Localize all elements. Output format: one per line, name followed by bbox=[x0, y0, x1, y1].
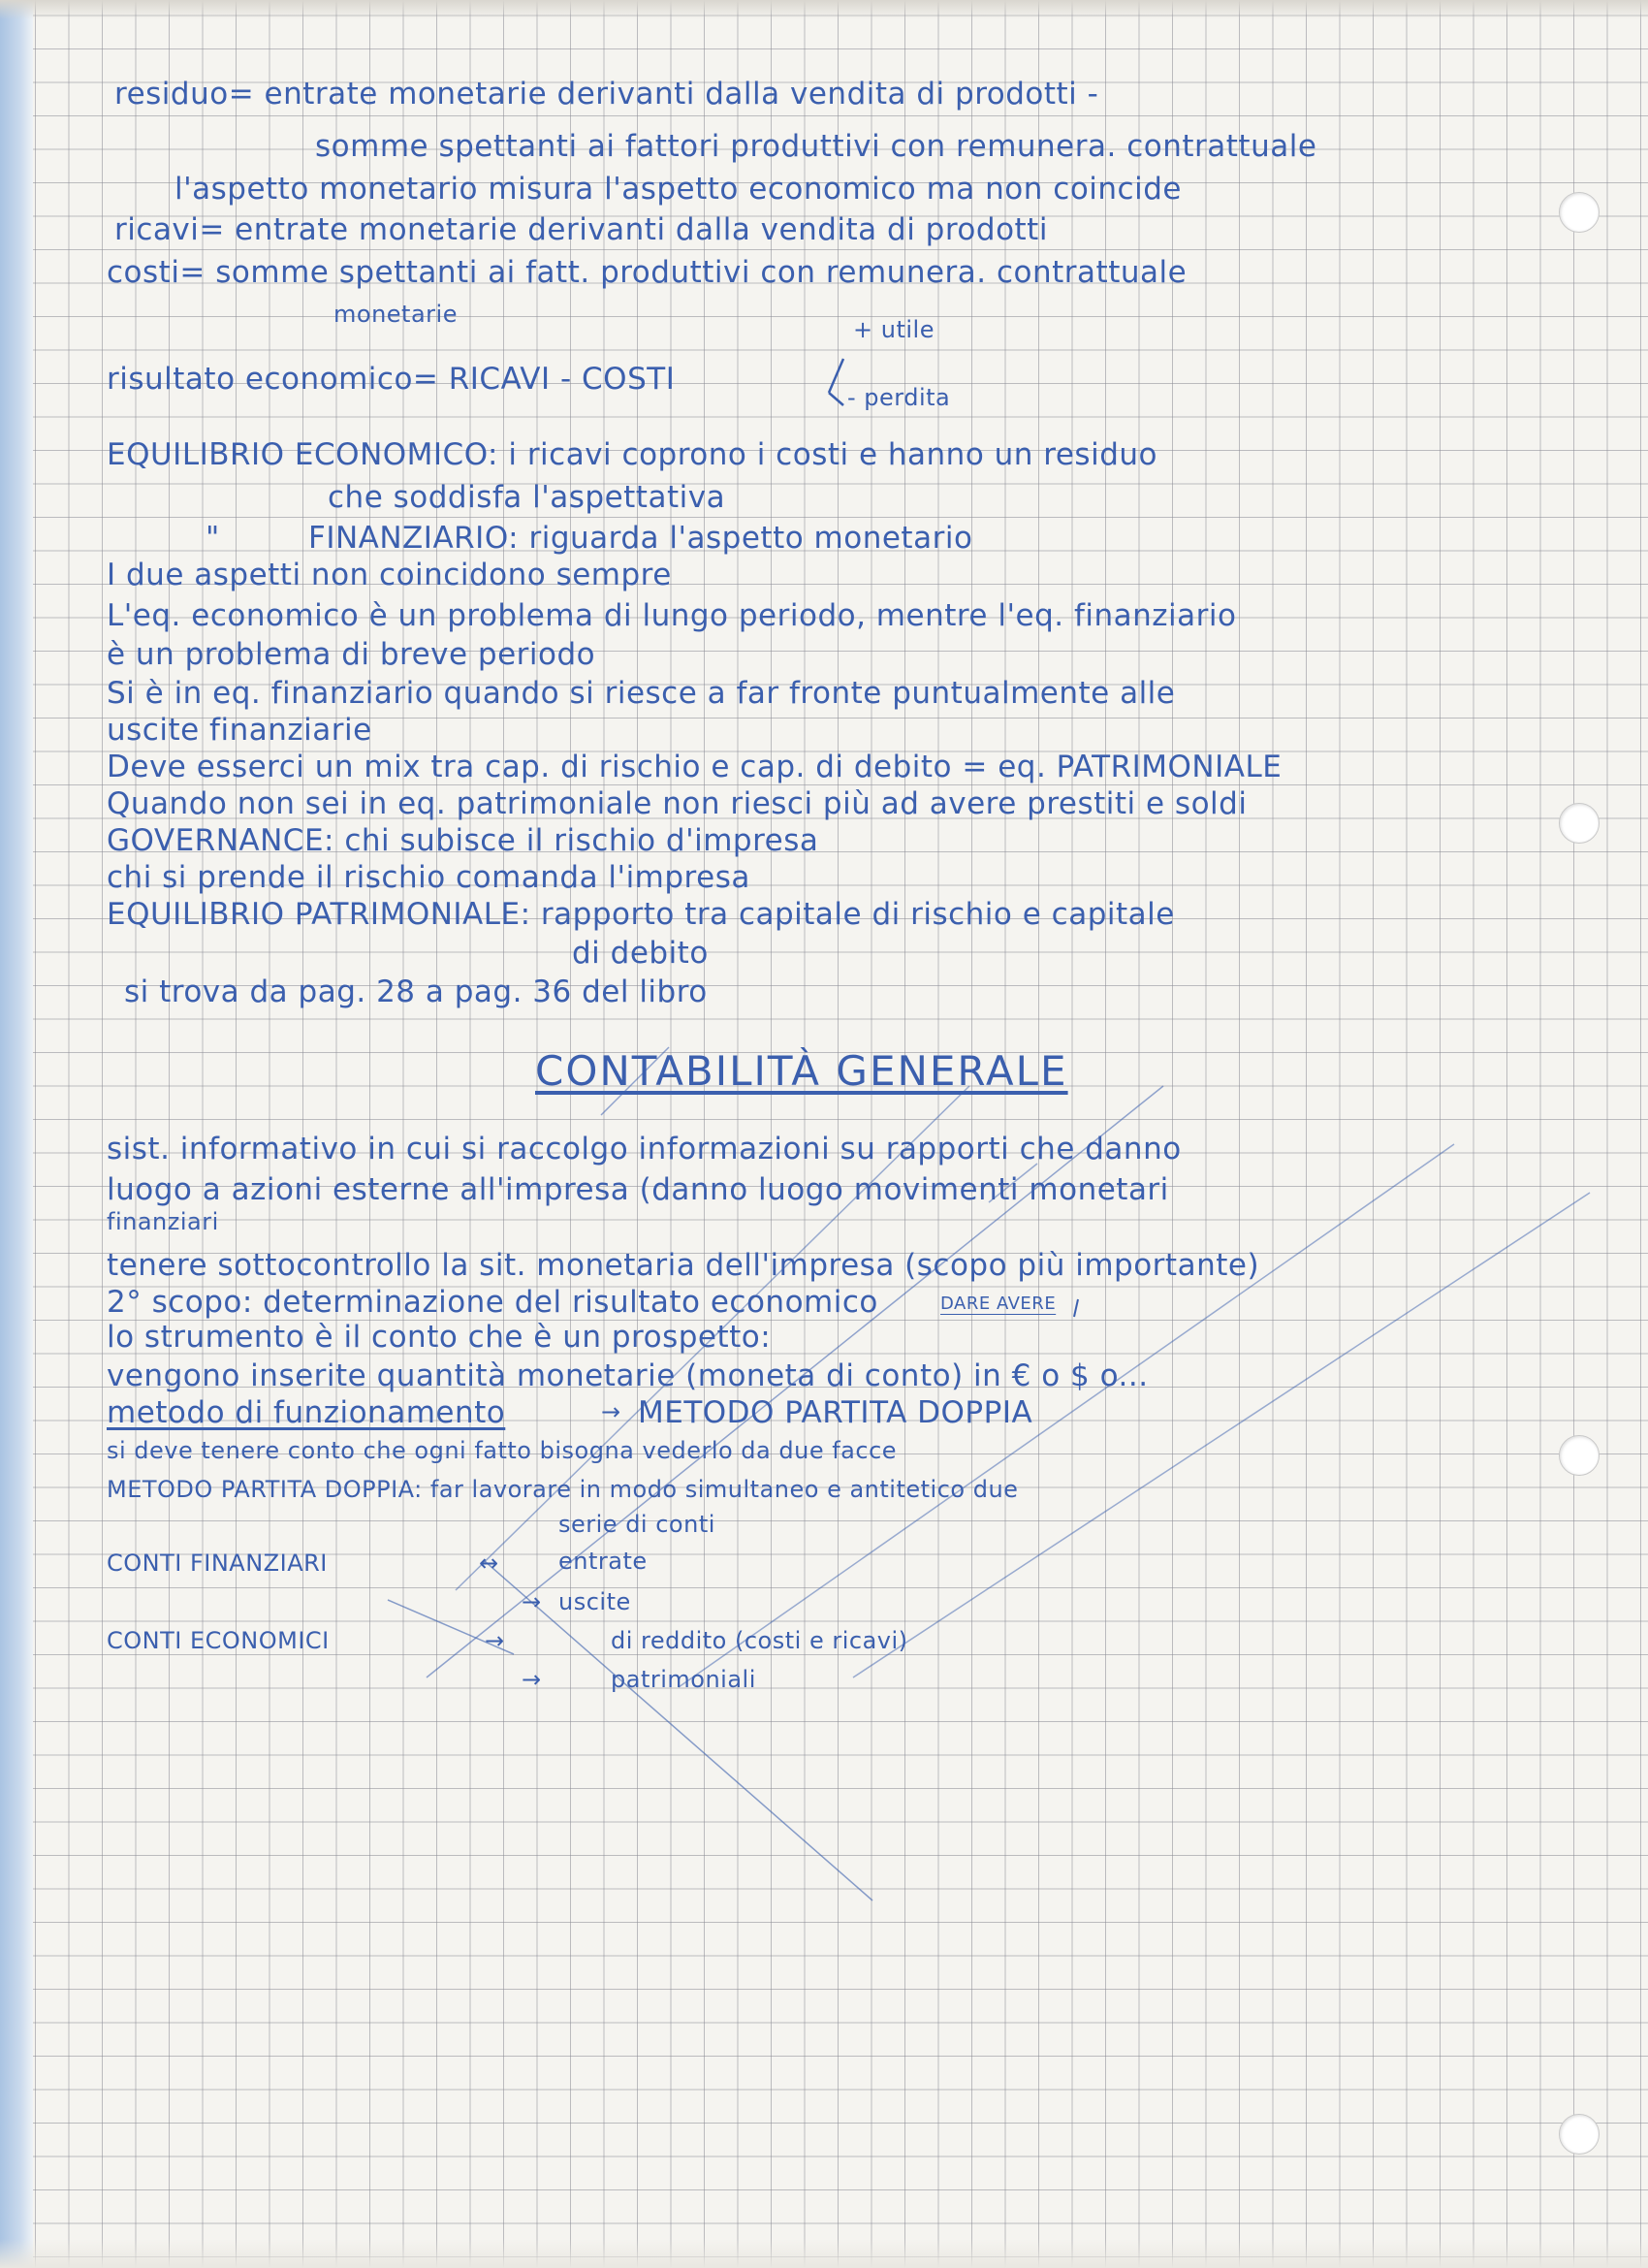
note-line-breve-periodo: è un problema di breve periodo bbox=[107, 637, 596, 672]
utile-branch: + utile bbox=[853, 316, 935, 343]
note-line-eq-finanziario: FINANZIARIO: riguarda l'aspetto monetario bbox=[308, 521, 973, 556]
bottom-page-shadow bbox=[0, 2239, 1648, 2268]
note-line-strumento: lo strumento è il conto che è un prospetto: bbox=[107, 1320, 772, 1355]
note-line-prestiti: Quando non sei in eq. patrimoniale non riesci più ad avere prestiti e soldi bbox=[107, 786, 1248, 821]
dare-avere-tick-stroke bbox=[1074, 1299, 1078, 1317]
note-line-aspettativa: che soddisfa l'aspettativa bbox=[328, 480, 726, 515]
left-page-edge bbox=[0, 0, 33, 2268]
note-line-6: monetarie bbox=[333, 301, 458, 328]
note-line-eq-patrimoniale: EQUILIBRIO PATRIMONIALE: rapporto tra capitale di rischio e capitale bbox=[107, 897, 1175, 932]
patrimoniali-item: patrimoniali bbox=[611, 1666, 756, 1693]
conti-finanziari-label: CONTI FINANZIARI bbox=[107, 1549, 328, 1577]
note-line-2: somme spettanti ai fattori produttivi con remunera. contrattuale bbox=[315, 129, 1317, 164]
perdita-branch: - perdita bbox=[847, 384, 951, 411]
note-line-quantita: vengono inserite quantità monetarie (moneta di conto) in € o $ o... bbox=[107, 1358, 1149, 1393]
note-line-debito: di debito bbox=[572, 936, 709, 971]
binder-hole bbox=[1559, 2114, 1600, 2155]
note-line-scopo: 2° scopo: determinazione del risultato economico bbox=[107, 1285, 878, 1320]
note-line-mix: Deve esserci un mix tra cap. di rischio e cap. di debito = eq. PATRIMONIALE bbox=[107, 750, 1283, 784]
note-line-governance: GOVERNANCE: chi subisce il rischio d'impresa bbox=[107, 823, 819, 858]
result-branch-down-stroke bbox=[829, 393, 843, 405]
arrow-glyph: → bbox=[601, 1398, 621, 1425]
binder-hole bbox=[1559, 192, 1600, 233]
reddito-item: di reddito (costi e ricavi) bbox=[611, 1627, 908, 1654]
note-line-azioni: luogo a azioni esterne all'impresa (danno luogo movimenti monetari bbox=[107, 1172, 1169, 1207]
entrate-item: entrate bbox=[558, 1548, 648, 1575]
note-line-due-facce: si deve tenere conto che ogni fatto bisogna vederlo da due facce bbox=[107, 1437, 898, 1464]
arrow-glyph: → bbox=[522, 1588, 542, 1615]
note-line-sistema: sist. informativo in cui si raccolgo informazioni su rapporti che danno bbox=[107, 1132, 1182, 1166]
note-line-metodo: METODO PARTITA DOPPIA: far lavorare in modo simultaneo e antitetico due bbox=[107, 1476, 1019, 1503]
arrow-glyph: ↔ bbox=[479, 1549, 499, 1577]
binder-hole bbox=[1559, 1435, 1600, 1476]
top-page-shadow bbox=[0, 0, 1648, 19]
note-line-serie: serie di conti bbox=[558, 1511, 715, 1538]
arrow-glyph: → bbox=[522, 1666, 542, 1693]
note-line-uscite: uscite finanziarie bbox=[107, 713, 372, 748]
note-line-eq-economico: EQUILIBRIO ECONOMICO: i ricavi coprono i costi e hanno un residuo bbox=[107, 437, 1157, 472]
note-line-far-fronte: Si è in eq. finanziario quando si riesce a far fronte puntualmente alle bbox=[107, 676, 1176, 711]
note-line-4: ricavi= entrate monetarie derivanti dalla vendita di prodotti bbox=[114, 212, 1048, 247]
note-line-sottocontrollo: tenere sottocontrollo la sit. monetaria dell'impresa (scopo più importante) bbox=[107, 1248, 1260, 1283]
arrow-glyph: → bbox=[485, 1627, 505, 1654]
result-branch-up-stroke bbox=[829, 359, 843, 393]
note-line-lungo-periodo: L'eq. economico è un problema di lungo periodo, mentre l'eq. finanziario bbox=[107, 598, 1237, 633]
note-line-rischio: chi si prende il rischio comanda l'impresa bbox=[107, 860, 750, 895]
note-line-funzionamento: metodo di funzionamento bbox=[107, 1395, 506, 1430]
note-line-aspetti: I due aspetti non coincidono sempre bbox=[107, 558, 672, 592]
binder-hole bbox=[1559, 803, 1600, 844]
section-title-contabilita: CONTABILITÀ GENERALE bbox=[535, 1047, 1068, 1095]
note-line-risultato: risultato economico= RICAVI - COSTI bbox=[107, 362, 676, 397]
note-line-finanziari: finanziari bbox=[107, 1208, 219, 1235]
dare-avere-label: DARE AVERE bbox=[940, 1294, 1057, 1314]
conti-economici-label: CONTI ECONOMICI bbox=[107, 1627, 330, 1654]
note-line-1: residuo= entrate monetarie derivanti dalla vendita di prodotti - bbox=[114, 77, 1099, 112]
ditto-mark: " bbox=[206, 521, 220, 556]
uscite-item: uscite bbox=[558, 1588, 631, 1615]
note-line-partita-doppia: METODO PARTITA DOPPIA bbox=[638, 1395, 1033, 1430]
note-line-pagine: si trova da pag. 28 a pag. 36 del libro bbox=[124, 974, 708, 1009]
note-line-5: costi= somme spettanti ai fatt. produttivi con remunera. contrattuale bbox=[107, 255, 1188, 290]
note-line-3: l'aspetto monetario misura l'aspetto economico ma non coincide bbox=[174, 172, 1182, 207]
